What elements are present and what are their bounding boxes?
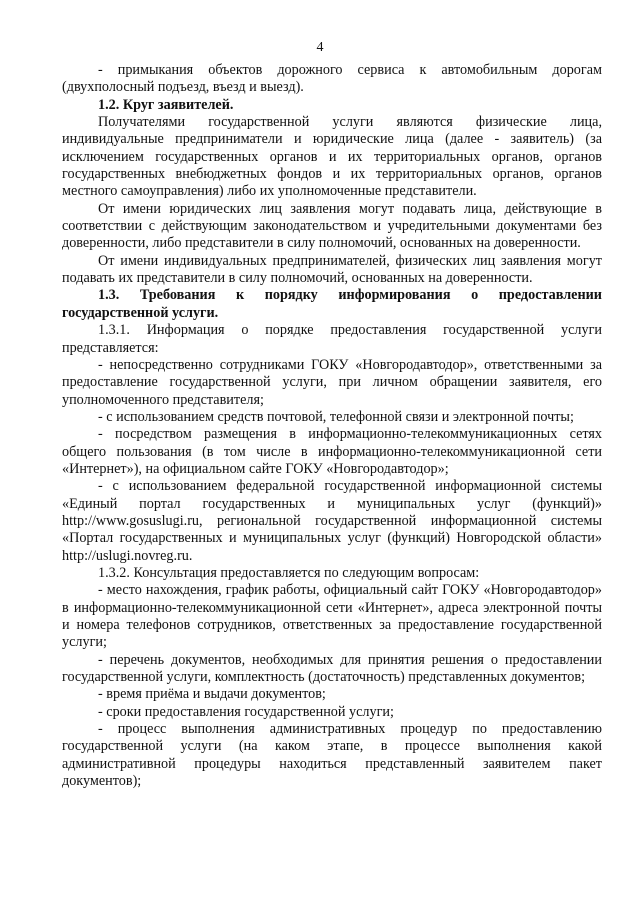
list-item-reception-time: - время приёма и выдачи документов; xyxy=(98,686,326,703)
paragraph-individuals: От имени индивидуальных предпринимателей, физических лиц заявления могут подавать их представители в силу полномочий, основанных на доверенности. xyxy=(62,252,602,287)
list-item-postal: - с использованием средств почтовой, телефонной связи и электронной почты; xyxy=(98,408,574,425)
list-item-networks: - посредством размещения в информационно-телекоммуникационных сетях общего пользования (в том числе в информационно-телекоммуникационной сети «Интернет»), на официальном сайте ГОКУ «Новгородавтодор»; xyxy=(62,426,602,477)
section-heading-applicants: 1.2. Круг заявителей. xyxy=(98,96,234,113)
paragraph-legal-entities: От имени юридических лиц заявления могут подавать лица, действующие в соответствии с действующим законодательством и учредительными документами без доверенности, либо представители в силу полномочий, основанных на доверенности. xyxy=(62,200,602,252)
page-number: 4 xyxy=(316,40,324,55)
list-item-documents: - перечень документов, необходимых для принятия решения о предоставлении государственной услуги, комплектность (достаточность) представленных документов; xyxy=(62,651,602,686)
list-item-location: - место нахождения, график работы, официальный сайт ГОКУ «Новгородавтодор» в информационно-телекоммуникационной сети «Интернет», адреса электронной почты и номера телефонов сотрудников, ответственных за предоставление государственной услуги; xyxy=(62,582,602,651)
list-item-deadlines: - сроки предоставления государственной услуги; xyxy=(98,703,394,720)
document-body xyxy=(62,62,602,790)
list-item-staff: - непосредственно сотрудниками ГОКУ «Новгородавтодор», ответственными за предоставление государственной услуги, при личном обращении заявителя, его уполномоченного представителя; xyxy=(62,356,602,408)
paragraph-consultation: 1.3.2. Консультация предоставляется по следующим вопросам: xyxy=(98,564,480,581)
list-item-portals: - с использованием федеральной государственной информационной системы «Единый портал государственных и муниципальных услуг (функций)» http://www.gosuslugi.ru, региональной государственной информационной системы «Портал государственных и муниципальных услуг (функций) Новгородской области» http://uslugi.novreg.ru. xyxy=(62,478,602,564)
list-item-procedures: - процесс выполнения административных процедур по предоставлению государственной услуги (на каком этапе, в процессе выполнения какой административной процедуры находиться представленный заявителем пакет документов); xyxy=(62,721,602,790)
section-heading-informing: 1.3. Требования к порядку информирования о предоставлении государственной услуги. xyxy=(62,287,602,321)
paragraph-roadside-connection: - примыкания объектов дорожного сервиса к автомобильным дорогам (двухполосный подъезд, въезд и выезд). xyxy=(62,62,602,96)
paragraph-info-provided: 1.3.1. Информация о порядке предоставления государственной услуги представляется: xyxy=(62,322,602,356)
paragraph-recipients: Получателями государственной услуги являются физические лица, индивидуальные предприниматели и юридические лица (далее - заявитель) (за исключением государственных органов и их территориальных органов, органов государственных внебюджетных фондов и их территориальных органов, органов местного самоуправления) либо их уполномоченные представители. xyxy=(62,114,602,200)
